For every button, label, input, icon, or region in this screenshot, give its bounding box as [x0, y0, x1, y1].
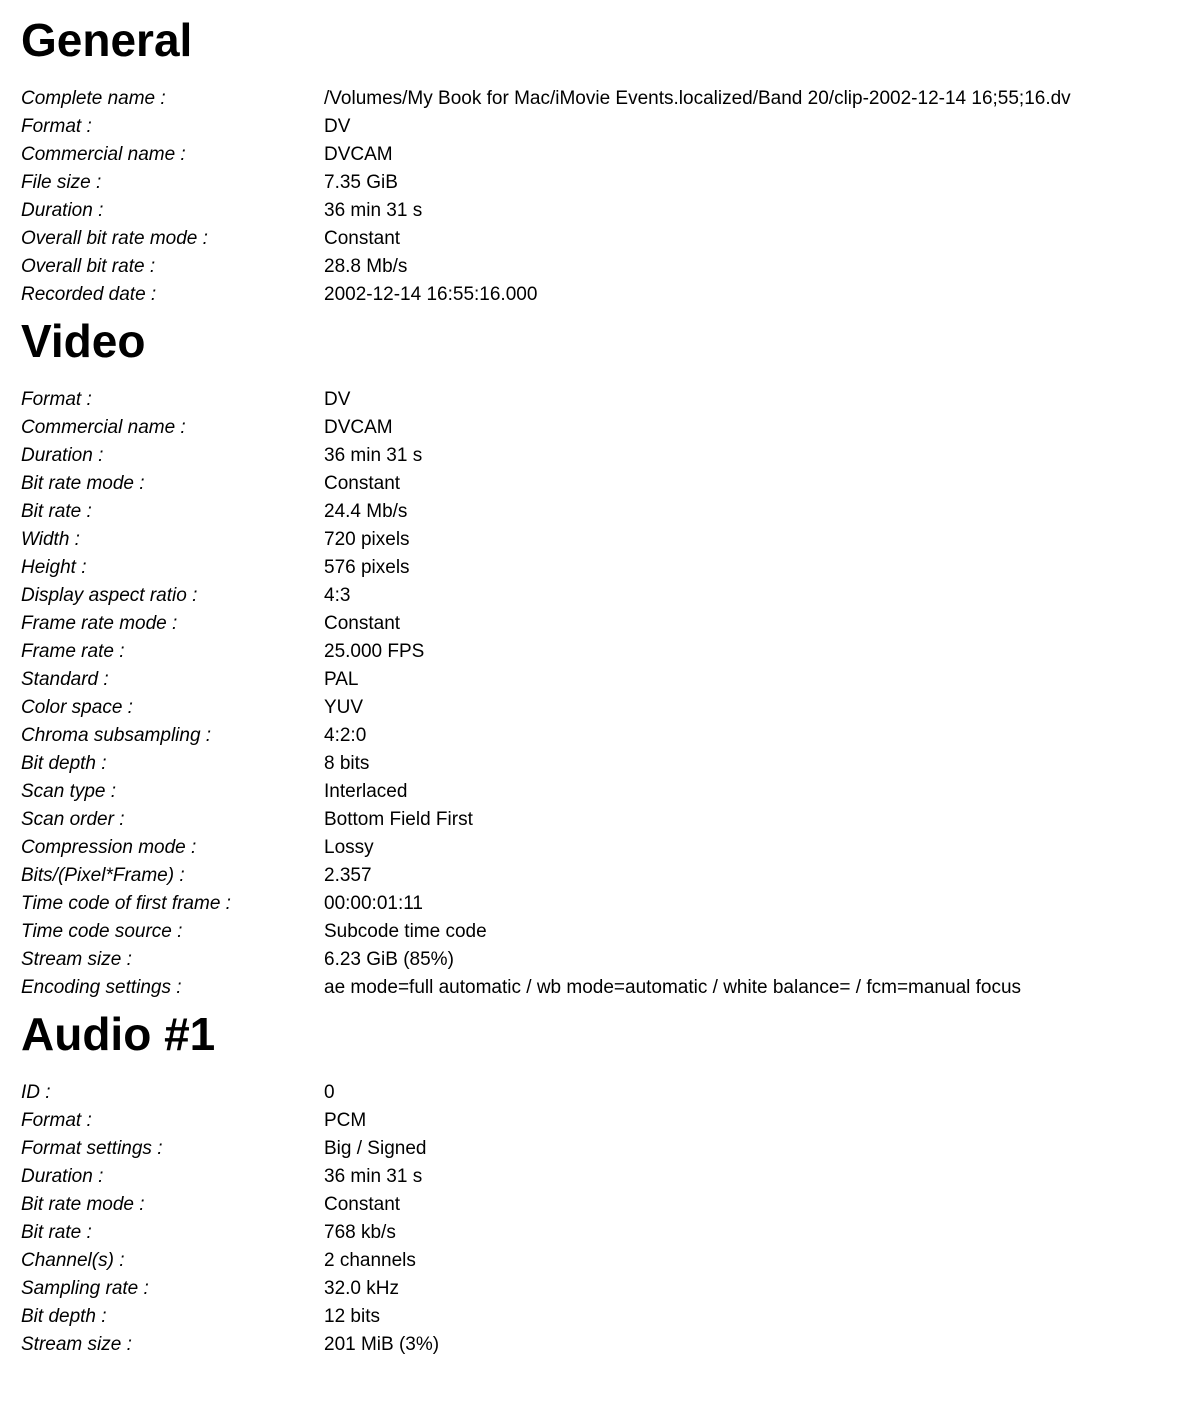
property-row [21, 1079, 1194, 1107]
property-value: 201 MiB (3%) [324, 1334, 440, 1355]
property-label: Format : [21, 389, 92, 410]
property-value: YUV [324, 697, 364, 718]
property-label: Display aspect ratio : [21, 585, 198, 606]
property-value: Constant [324, 473, 401, 494]
property-row [21, 554, 1194, 582]
property-row [21, 638, 1194, 666]
property-label: Standard : [21, 669, 109, 690]
property-row [21, 778, 1194, 806]
property-label: Commercial name : [21, 144, 186, 165]
property-row [21, 141, 1194, 169]
property-label: Time code source : [21, 921, 183, 942]
property-label: Width : [21, 529, 80, 550]
property-row [21, 1219, 1194, 1247]
property-label: Format : [21, 1110, 92, 1131]
property-row [21, 666, 1194, 694]
property-value: 28.8 Mb/s [324, 256, 408, 277]
property-label: Duration : [21, 1166, 104, 1187]
property-label: Time code of first frame : [21, 893, 231, 914]
property-label: Frame rate mode : [21, 613, 178, 634]
property-value: 2 channels [324, 1250, 416, 1271]
property-row [21, 862, 1194, 890]
property-value: DVCAM [324, 144, 393, 165]
section-title: Audio #1 [21, 1008, 216, 1060]
property-label: Bit depth : [21, 1306, 107, 1327]
property-row [21, 1135, 1194, 1163]
property-value: 576 pixels [324, 557, 410, 578]
property-label: ID : [21, 1082, 51, 1103]
property-label: Stream size : [21, 1334, 132, 1355]
property-row [21, 806, 1194, 834]
property-value: 8 bits [324, 753, 370, 774]
property-value: 6.23 GiB (85%) [324, 949, 454, 970]
section-general [21, 14, 1194, 309]
property-value: Constant [324, 613, 401, 634]
property-row [21, 526, 1194, 554]
property-row [21, 281, 1194, 309]
property-value: 7.35 GiB [324, 172, 398, 193]
property-value: Bottom Field First [324, 809, 473, 830]
property-label: Compression mode : [21, 837, 197, 858]
property-label: Stream size : [21, 949, 132, 970]
section-video [21, 315, 1194, 1002]
property-label: Bits/(Pixel*Frame) : [21, 865, 185, 886]
property-label: Bit rate mode : [21, 1194, 145, 1215]
property-value: 0 [324, 1082, 335, 1103]
property-row [21, 1163, 1194, 1191]
property-label: File size : [21, 172, 102, 193]
property-value: 24.4 Mb/s [324, 501, 408, 522]
property-row [21, 1275, 1194, 1303]
property-row [21, 1107, 1194, 1135]
property-label: Bit rate : [21, 1222, 92, 1243]
property-row [21, 1331, 1194, 1359]
property-value: 4:2:0 [324, 725, 367, 746]
property-row [21, 113, 1194, 141]
property-row [21, 582, 1194, 610]
property-label: Color space : [21, 697, 133, 718]
property-label: Duration : [21, 200, 104, 221]
property-value: 00:00:01:11 [324, 893, 423, 914]
property-label: Format settings : [21, 1138, 163, 1159]
property-row [21, 834, 1194, 862]
property-list [21, 386, 1194, 1002]
property-list [21, 85, 1194, 309]
property-label: Overall bit rate mode : [21, 228, 208, 249]
property-row [21, 386, 1194, 414]
property-value: ae mode=full automatic / wb mode=automatic / white balance= / fcm=manual focus [324, 977, 1022, 998]
property-row [21, 890, 1194, 918]
property-label: Chroma subsampling : [21, 725, 212, 746]
property-row [21, 442, 1194, 470]
property-row [21, 1247, 1194, 1275]
property-value: 36 min 31 s [324, 445, 423, 466]
property-label: Scan order : [21, 809, 125, 830]
property-label: Recorded date : [21, 284, 157, 305]
property-value: Interlaced [324, 781, 408, 802]
property-row [21, 610, 1194, 638]
property-label: Bit rate : [21, 501, 92, 522]
property-row [21, 694, 1194, 722]
property-row [21, 1191, 1194, 1219]
property-label: Bit depth : [21, 753, 107, 774]
property-value: /Volumes/My Book for Mac/iMovie Events.localized/Band 20/clip-2002-12-14 16;55;16.dv [324, 88, 1071, 109]
property-label: Format : [21, 116, 92, 137]
property-value: PAL [324, 669, 359, 690]
property-label: Height : [21, 557, 87, 578]
property-label: Overall bit rate : [21, 256, 156, 277]
property-value: Constant [324, 228, 401, 249]
property-label: Sampling rate : [21, 1278, 149, 1299]
property-value: DV [324, 389, 351, 410]
property-value: PCM [324, 1110, 367, 1131]
section-title: Video [21, 315, 146, 367]
property-value: Big / Signed [324, 1138, 427, 1159]
property-value: DVCAM [324, 417, 393, 438]
property-list [21, 1079, 1194, 1359]
property-label: Channel(s) : [21, 1250, 125, 1271]
property-value: Lossy [324, 837, 374, 858]
property-row [21, 253, 1194, 281]
property-label: Encoding settings : [21, 977, 182, 998]
property-row [21, 722, 1194, 750]
property-row [21, 918, 1194, 946]
property-value: 2002-12-14 16:55:16.000 [324, 284, 538, 305]
section-title: General [21, 14, 193, 66]
property-value: 4:3 [324, 585, 351, 606]
property-row [21, 974, 1194, 1002]
property-row [21, 498, 1194, 526]
property-row [21, 225, 1194, 253]
property-value: Subcode time code [324, 921, 487, 942]
property-row [21, 470, 1194, 498]
property-value: 720 pixels [324, 529, 410, 550]
property-value: 2.357 [324, 865, 372, 886]
property-row [21, 85, 1194, 113]
property-value: 12 bits [324, 1306, 380, 1327]
property-label: Scan type : [21, 781, 117, 802]
property-value: Constant [324, 1194, 401, 1215]
property-value: 32.0 kHz [324, 1278, 399, 1299]
property-value: 768 kb/s [324, 1222, 396, 1243]
property-row [21, 197, 1194, 225]
property-label: Frame rate : [21, 641, 125, 662]
property-label: Complete name : [21, 88, 166, 109]
property-row [21, 414, 1194, 442]
property-row [21, 750, 1194, 778]
property-row [21, 169, 1194, 197]
property-value: 25.000 FPS [324, 641, 425, 662]
property-label: Bit rate mode : [21, 473, 145, 494]
property-value: 36 min 31 s [324, 200, 423, 221]
property-label: Commercial name : [21, 417, 186, 438]
property-value: 36 min 31 s [324, 1166, 423, 1187]
property-value: DV [324, 116, 351, 137]
property-row [21, 946, 1194, 974]
property-label: Duration : [21, 445, 104, 466]
property-row [21, 1303, 1194, 1331]
section-audio-1 [21, 1008, 1194, 1359]
